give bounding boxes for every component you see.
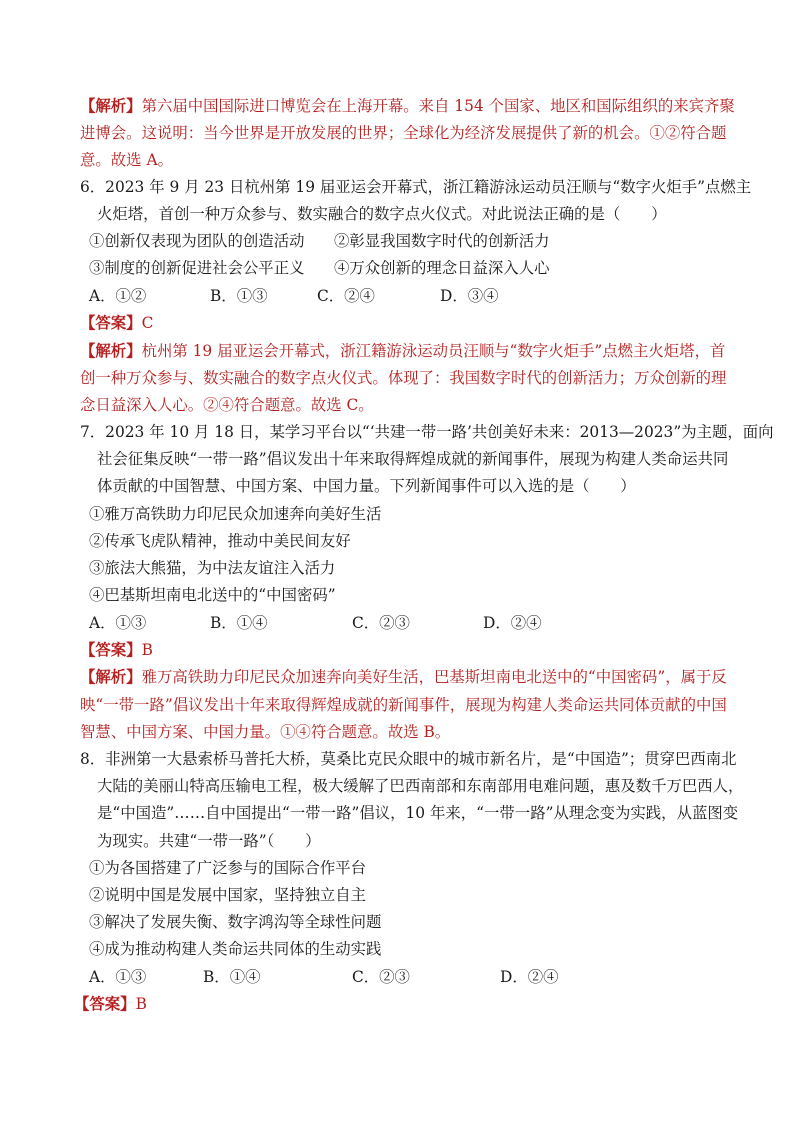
q8-answer-value: B (135, 995, 147, 1013)
q5-analysis-label: 【解析】 (80, 97, 142, 115)
q6-answer: 【答案】C (80, 314, 154, 332)
q7-stem-line-2: 社会征集反映“一带一路”倡议发出十年来取得辉煌成就的新闻事件，展现为构建人类命运共同 (97, 450, 729, 468)
q7-answer: 【答案】B (80, 641, 153, 659)
q7-option-3: ③旅法大熊猫，为中法友谊注入活力 (89, 559, 336, 577)
q7-analysis-line-2: 映“一带一路”倡议发出十年来取得辉煌成就的新闻事件，展现为构建人类命运共同体贡献的中国 (80, 696, 727, 714)
q7-analysis-line-1: 【解析】雅万高铁助力印尼民众加速奔向美好生活，巴基斯坦南电北送中的“中国密码”，属于反 (80, 668, 727, 686)
q8-choice-d: D．②④ (500, 968, 559, 986)
q7-choice-b: B．①④ (210, 614, 268, 632)
q6-analysis-line-3: 念日益深入人心。②④符合题意。故选 C。 (80, 396, 374, 414)
q6-option-1: ①创新仅表现为团队的创造活动 (89, 232, 305, 250)
q8-stem-line-2: 大陆的美丽山特高压输电工程，极大缓解了巴西南部和东南部用电难问题，惠及数千万巴西人， (97, 777, 744, 795)
q7-stem-line-3: 体贡献的中国智慧、中国方案、中国力量。下列新闻事件可以入选的是（ ） (97, 477, 636, 495)
q5-analysis-line-2: 进博会。这说明：当今世界是开放发展的世界；全球化为经济发展提供了新的机会。①②符合题 (80, 124, 727, 142)
q7-choice-a: A．①③ (89, 614, 147, 632)
q7-choice-c: C．②③ (352, 614, 410, 632)
q8-stem-line-4: 为现实。共建“一带一路”（ ） (97, 832, 321, 850)
q7-stem-line-1: 7．2023 年 10 月 18 日，某学习平台以“‘共建一带一路’共创美好未来：2013—2023”为主题，面向 (80, 423, 774, 441)
q8-stem-line-1: 8．非洲第一大悬索桥马普托大桥，莫桑比克民众眼中的城市新名片，是“中国造”；贯穿巴西南北 (80, 750, 737, 768)
q6-choice-c: C．②④ (317, 287, 375, 305)
q5-analysis-line-1: 【解析】第六届中国国际进口博览会在上海开幕。来自 154 个国家、地区和国际组织的来宾齐聚 (80, 97, 735, 115)
q7-choice-d: D．②④ (483, 614, 542, 632)
q6-option-2: ②彰显我国数字时代的创新活力 (334, 232, 550, 250)
q6-choice-a: A．①② (89, 287, 147, 305)
q6-analysis-line-2: 创一种万众参与、数实融合的数字点火仪式。体现了：我国数字时代的创新活力；万众创新的理 (80, 369, 727, 387)
q8-answer: 【答案】B (74, 995, 147, 1013)
q5-analysis-line-3: 意。故选 A。 (80, 151, 173, 169)
q6-option-3: ③制度的创新促进社会公平正义 (89, 259, 305, 277)
q7-option-4: ④巴基斯坦南电北送中的“中国密码” (89, 586, 336, 604)
q8-choice-a: A．①③ (89, 968, 147, 986)
q8-option-3: ③解决了发展失衡、数字鸿沟等全球性问题 (89, 913, 382, 931)
q7-option-1: ①雅万高铁助力印尼民众加速奔向美好生活 (89, 505, 382, 523)
q8-option-4: ④成为推动构建人类命运共同体的生动实践 (89, 940, 382, 958)
q6-choice-b: B．①③ (210, 287, 268, 305)
q6-stem-line-2: 火炬塔，首创一种万众参与、数实融合的数字点火仪式。对此说法正确的是（ ） (97, 205, 667, 223)
q6-answer-value: C (141, 314, 154, 332)
q8-choice-c: C．②③ (352, 968, 410, 986)
q8-choice-b: B．①④ (203, 968, 261, 986)
q6-option-4: ④万众创新的理念日益深入人心 (334, 259, 550, 277)
q7-option-2: ②传承飞虎队精神，推动中美民间友好 (89, 532, 351, 550)
q6-analysis-line-1: 【解析】杭州第 19 届亚运会开幕式，浙江籍游泳运动员汪顺与“数字火炬手”点燃主火炬塔，首 (80, 342, 726, 360)
q7-answer-value: B (141, 641, 153, 659)
q8-option-1: ①为各国搭建了广泛参与的国际合作平台 (89, 859, 367, 877)
q6-stem-line-1: 6．2023 年 9 月 23 日杭州第 19 届亚运会开幕式，浙江籍游泳运动员汪顺与“数字火炬手”点燃主 (80, 178, 752, 196)
q8-stem-line-3: 是“中国造”……自中国提出“一带一路”倡议，10 年来，“一带一路”从理念变为实践，从蓝图变 (97, 804, 739, 822)
q6-choice-d: D．③④ (440, 287, 499, 305)
q8-option-2: ②说明中国是发展中国家，坚持独立自主 (89, 886, 367, 904)
q7-analysis-line-3: 智慧、中国方案、中国力量。①④符合题意。故选 B。 (80, 723, 451, 741)
